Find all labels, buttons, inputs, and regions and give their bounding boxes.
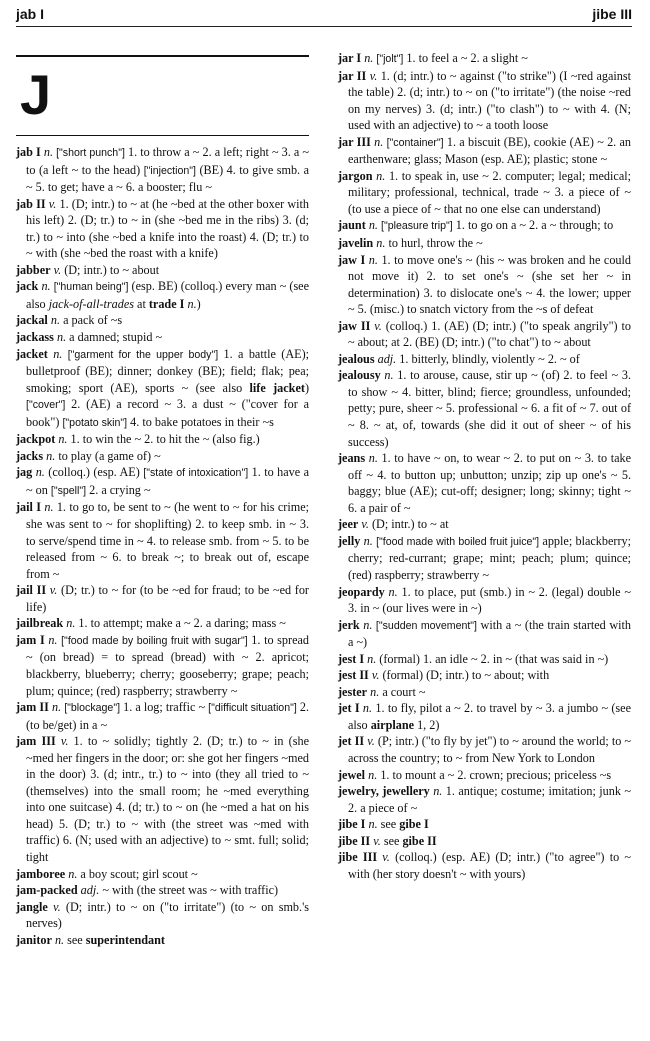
entry-headword: jackass [16,330,54,345]
entry-headword: jam II [16,700,49,715]
entry-headword: jest I [338,651,365,666]
entry-headword: jet II [338,734,365,749]
entry-headword: jam-packed [16,883,78,898]
part-of-speech: n. [376,168,386,183]
part-of-speech: n. [68,866,78,881]
running-header [16,6,632,27]
part-of-speech: n. [56,330,67,345]
part-of-speech: n. [376,236,386,251]
entry-text: (D; intr.) to ~ at [368,517,449,532]
entry-text: 1, 2) [414,717,440,732]
entry-text: 1. to have a ~ on [26,465,309,497]
sense-gloss: ["food made by boiling fruit with sugar"] [61,634,248,647]
entry-text: 1. to arouse, cause, stir up ~ (of) 2. to feel ~ 3. to show ~ 4. bitter, blind; fierce; groundless, unfounded; petty; pure, sheer ~ 5. professional ~ 6. a fit of ~ 7. out of ~ 8. ~ at, of, towards (she did it out of sheer ~ of his success) [348,368,631,449]
entry-headword: jaw I [338,252,366,267]
entry-text: 1. to feel a ~ 2. a slight ~ [403,51,528,65]
entry-text: a boy scout; girl scout ~ [77,866,198,881]
entry-text: 1. a battle (AE); bulletproof (BE); dinner; donkey (BE); field; flak; pea; smoking; sport (AE), sports ~ (see also [26,346,310,395]
entry-headword: jackal [16,313,48,328]
sense-gloss: ["sudden movement"] [375,619,477,632]
entry-text: 1. to speak in, use ~ 2. computer; legal; medical; military; professional, technical, trade ~ 3. a piece of ~ (to use a piece of ~ that no one else can understand) [348,168,631,216]
sense-gloss: ["human being"] [53,281,129,294]
entry-text: apple; blackberry; cherry; red-currant; grape; mint; peach; plum; quince; (red) raspberry; strawberry ~ [348,533,631,582]
part-of-speech: v. [369,68,378,83]
sense-gloss: ["blockage"] [64,702,121,715]
entry-headword: jackpot [16,432,56,447]
dictionary-entry [16,196,309,262]
part-of-speech: n. [368,252,378,267]
entry-text: 4. to bake potatoes in their ~s [127,414,274,429]
entry-text: ) [196,296,201,311]
entry-text: ~ with (the street was ~ with traffic) [99,883,279,898]
part-of-speech: adj. [80,883,100,898]
dictionary-entry [16,632,309,699]
entry-headword: jibe III [338,850,378,865]
entry-text: see [377,817,400,832]
entry-text: 1. (D; intr.) to ~ at (he ~bed at the other boxer with his left) 2. (D; tr.) to ~ in (she ~bed me in the ribs) 3. (d; tr.) to ~ into (she ~bed a knife into the roast) 4. (D; tr.) to ~ with (she ~bed the roast with a knife) [26,196,310,261]
entry-text: (formal) (D; intr.) to ~ about; with [379,668,550,683]
dictionary-entry [16,733,309,865]
entry-text: 2. (to be/get) in a ~ [26,700,310,732]
dictionary-entry [16,431,309,448]
dictionary-entry [338,50,631,68]
part-of-speech: n. [43,145,53,159]
dictionary-entry [338,217,631,235]
part-of-speech: n. [41,279,51,294]
entry-headword: jam III [16,734,56,749]
entry-headword: jail I [16,500,42,515]
cross-reference: airplane [370,717,415,732]
entry-text: 1. to go on a ~ 2. a ~ through; to [452,218,614,233]
cross-reference: gibe II [402,833,437,848]
part-of-speech: v. [367,734,375,749]
entry-text: to hurl, throw the ~ [385,236,483,251]
dictionary-entry [338,318,631,351]
entry-headword: jaw II [338,318,371,333]
sense-gloss: ["potato skin"] [62,416,128,429]
part-of-speech: v. [373,833,381,848]
dictionary-entry [338,667,631,684]
entry-text: a damned; stupid ~ [66,330,163,345]
dictionary-entry [338,516,631,533]
part-of-speech: n. [50,313,61,328]
dictionary-entry [338,733,631,766]
entry-headword: jewel [338,767,366,782]
part-of-speech: n. [368,218,378,233]
entry-headword: javelin [338,236,374,251]
entry-headword: jangle [16,899,48,914]
dictionary-entry [338,849,631,882]
entry-text: at [133,296,149,311]
part-of-speech: n. [368,817,378,832]
cross-reference: gibe I [399,817,429,832]
part-of-speech: n. [35,465,45,480]
dictionary-entry [338,351,631,368]
entry-text: (colloq.) (esp. AE) [44,465,144,480]
dictionary-entry [338,833,631,850]
dictionary-entry [338,684,631,701]
entry-headword: jar I [338,51,362,65]
entry-text: 1. a log; traffic ~ [120,700,209,715]
entry-text: 1. to fly, pilot a ~ 2. to travel by ~ 3. a jumbo ~ (see also [348,701,631,732]
part-of-speech: n. [46,448,56,463]
dictionary-entry [338,700,631,733]
dictionary-entry [16,499,309,582]
entry-headword: jeans [338,451,366,466]
header-last-headword: jibe III [592,6,632,22]
entry-headword: jeer [338,517,359,532]
entry-headword: jacks [16,448,44,463]
dictionary-entry [16,312,309,329]
entry-headword: jerk [338,617,360,632]
dictionary-entry [338,617,631,651]
entry-text: ) [304,380,309,395]
part-of-speech: n. [374,134,384,149]
dictionary-entry [16,346,309,432]
part-of-speech: n. [48,632,58,647]
entry-text: (D; intr.) to ~ on ("to irritate") (to ~ on smb.'s nerves) [26,899,310,931]
dictionary-entry [16,932,309,949]
entry-headword: jar II [338,68,367,83]
dictionary-entry [338,584,631,617]
part-of-speech: v. [53,262,62,277]
entry-text: a pack of ~s [60,313,123,328]
part-of-speech: n. [363,533,373,548]
part-of-speech: n. [368,451,378,466]
sense-gloss: ["injection"] [143,164,196,177]
entry-text: a court ~ [379,684,426,699]
part-of-speech: n. [384,368,394,383]
entry-text: 1. to place, put (smb.) in ~ 2. (legal) double ~ 3. in ~ (our lives were in ~) [348,584,631,616]
left-column [16,50,309,948]
entry-headword: jewelry, jewellery [338,784,430,799]
dictionary-entry [338,367,631,450]
header-first-headword: jab I [16,6,45,22]
entry-text: (colloq.) 1. (AE) (D; intr.) ("to speak angrily") to ~ about; at 2. (BE) (D; intr.) ("to chat") to ~ about [348,318,632,350]
part-of-speech: v. [49,583,58,598]
cross-reference: superintendant [85,932,165,947]
dictionary-entry [16,464,309,499]
part-of-speech: n. [187,296,197,311]
section-letter: J [20,63,52,126]
entry-headword: jamboree [16,866,66,881]
sense-gloss: ["difficult situation"] [208,702,297,715]
sense-gloss: ["food made with boiled fruit juice"] [376,535,540,548]
italic-reference: jack-of-all-trades [48,296,134,311]
entry-text: 1. bitterly, blindly, violently ~ 2. ~ of [396,351,580,366]
entry-headword: jester [338,684,368,699]
dictionary-entry [16,448,309,465]
entry-text: (BE) 4. to give smb. a ~ 5. to get; have a ~ 6. a booster; flu ~ [26,162,309,195]
sense-gloss: ["pleasure trip"] [381,220,453,233]
dictionary-entry [338,767,631,784]
entry-text: 1. to mount a ~ 2. crown; precious; priceless ~s [377,767,612,782]
entry-text: 1. to throw a ~ 2. a left; right ~ 3. a ~ to (a left ~ to the head) [26,145,309,177]
dictionary-entry [338,816,631,833]
dictionary-entry [16,615,309,632]
entry-headword: jet I [338,701,360,716]
entry-text: 1. a biscuit (BE), cookie (AE) ~ 2. an earthenware; glass; Mason (esp. AE); plastic; stone ~ [348,134,632,167]
sense-gloss: ["garment for the upper body"] [67,348,219,361]
dictionary-entry [338,651,631,668]
sense-gloss: ["container"] [386,136,444,149]
dictionary-entry [16,866,309,883]
sense-gloss: ["state of intoxication"] [143,467,249,480]
entry-headword: jab II [16,196,46,211]
entry-headword: jacket [16,346,48,361]
part-of-speech: v. [382,850,390,865]
part-of-speech: n. [370,684,380,699]
part-of-speech: adj. [377,351,397,366]
dictionary-entry [338,533,631,584]
part-of-speech: n. [362,701,373,716]
part-of-speech: n. [44,500,54,515]
entry-headword: jelly [338,533,361,548]
entry-text: (colloq.) (esp. AE) (D; intr.) ("to agree") to ~ with (her story doesn't ~ with yours) [348,850,631,881]
entry-headword: jibe II [338,833,371,848]
dictionary-entry [338,68,631,134]
entry-text: (D; tr.) to ~ for (to be ~ed for fraud; to be ~ed for life) [26,583,309,614]
entry-text: 1. antique; costume; imitation; junk ~ 2. a piece of ~ [348,784,631,815]
right-column [338,50,631,882]
dictionary-entry [16,899,309,932]
sense-gloss: ["short punch"] [56,147,125,159]
entry-headword: jargon [338,168,373,183]
sense-gloss: ["cover"] [26,399,66,412]
entry-text: 1. to go to, be sent to ~ (he went to ~ for his crime; she was sent to ~ for shoplifting) 2. to keep smb. in ~ 3. to serve/spend time in ~ 4. to release smb. from ~ 5. to be released from ~ 6. to break ~; to break out of, escape from ~ [26,500,310,581]
entry-text: 1. to win the ~ 2. to hit the ~ (also fig.) [67,432,260,447]
dictionary-entry [338,450,631,516]
entry-text: see [64,932,86,947]
dictionary-entry [338,252,631,318]
part-of-speech: v. [371,668,380,683]
entry-headword: jealousy [338,368,381,383]
entry-text: 1. (d; intr.) to ~ against ("to strike") (I ~red against the table) 2. (d; intr.) to ~ on ("to irritate") (the noise ~red on my nerves) 3. (d; intr.) ("to clash") to ~ with 4. (N; used with an adjective) to ~ a tooth loose [348,68,632,133]
dictionary-entry [338,134,631,168]
entry-headword: jibe I [338,817,366,832]
entry-text: to play (a game of) ~ [55,448,161,463]
entry-text: 1. to have ~ on, to wear ~ 2. to put on ~ 3. to take off ~ 4. to button up; unbutton; unzip; zip up one's ~ 5. baggy; blue (AE); cut-off; designer; long; skinny; tight ~ 6. a pair of ~ [348,451,632,515]
entry-headword: jam I [16,632,45,647]
part-of-speech: n. [58,432,68,447]
part-of-speech: n. [51,700,62,715]
part-of-speech: n. [54,932,65,947]
entry-text: (esp. BE) (colloq.) every man ~ (see also [26,279,310,311]
part-of-speech: n. [53,346,63,361]
entry-headword: jack [16,279,39,294]
dictionary-entry [16,882,309,899]
part-of-speech: v. [361,517,369,532]
part-of-speech: n. [388,584,398,599]
entry-text: (P; intr.) ("to fly by jet") to ~ around the world; to ~ across the country; to ~ from New York to London [348,734,632,765]
part-of-speech: v. [53,899,61,914]
entry-headword: janitor [16,932,52,947]
sense-gloss: ["jolt"] [376,53,404,65]
part-of-speech: v. [48,196,57,211]
part-of-speech: v. [60,734,69,749]
entry-headword: jabber [16,262,51,277]
entry-text: with a ~ (the train started with a ~) [348,617,631,650]
dictionary-entry [338,235,631,252]
entry-headword: jail II [16,583,47,598]
entry-headword: jealous [338,351,375,366]
entry-text: 1. to spread ~ (on bread) = to spread (bread) with ~ 2. apricot; blackberry, blueberry; cherry; gooseberry; grape; peach; plum; quince; (red) raspberry; strawberry ~ [26,632,309,698]
entry-headword: jeopardy [338,584,385,599]
entry-headword: jab I [16,145,41,159]
dictionary-entry [16,262,309,279]
entry-text: (D; intr.) to ~ about [61,262,160,277]
part-of-speech: v. [374,318,382,333]
entry-headword: jaunt [338,218,366,233]
dictionary-entry [16,582,309,615]
dictionary-entry [338,783,631,816]
entry-text: 2. a crying ~ [86,482,151,497]
part-of-speech: n. [433,784,443,799]
entry-text: 2. (AE) a record ~ 3. a dust ~ ("cover for a book") [26,397,309,429]
entry-text: see [380,833,403,848]
part-of-speech: n. [364,51,374,65]
entry-text: 1. to ~ solidly; tightly 2. (D; tr.) to ~ in (she ~med her fingers in the door; or: she got her fingers ~med in the door) 3. (d; intr., tr.) to ~ into (they all tried to ~ (themselves) into the small room; he ~med everything into one suitcase) 4. (d; tr.) to ~ on (he ~med a hat on his head) 5. (D; tr.) to ~ with (the street was ~med with traffic) 6. (N; used with an adjective) to ~ smt. full; solid; tight [26,734,309,864]
entry-headword: jar III [338,134,371,149]
entry-text: 1. to attempt; make a ~ 2. a daring; mass ~ [75,616,286,631]
entry-headword: jest II [338,668,369,683]
dictionary-entry [16,699,309,733]
cross-reference: life jacket [249,380,305,395]
entry-text: (formal) 1. an idle ~ 2. in ~ (that was said in ~) [376,651,609,666]
section-letter-box [16,55,309,136]
part-of-speech: n. [368,767,378,782]
dictionary-entry [16,278,309,312]
dictionary-entry [16,144,309,196]
cross-reference: trade I [148,296,185,311]
dictionary-entry [16,329,309,346]
part-of-speech: n. [367,651,377,666]
entry-text: 1. to move one's ~ (his ~ was broken and he could not move it) 2. to set one's ~ (she set her ~ in determination) 3. to dislocate one's ~ 4. the lower; upper ~ 5. (misc.) to snatch victory from the ~s of defeat [348,252,631,317]
sense-gloss: ["spell"] [50,484,87,497]
entry-headword: jailbreak [16,616,64,631]
dictionary-entry [338,168,631,218]
part-of-speech: n. [66,616,76,631]
entry-headword: jag [16,465,33,480]
part-of-speech: n. [363,617,373,632]
